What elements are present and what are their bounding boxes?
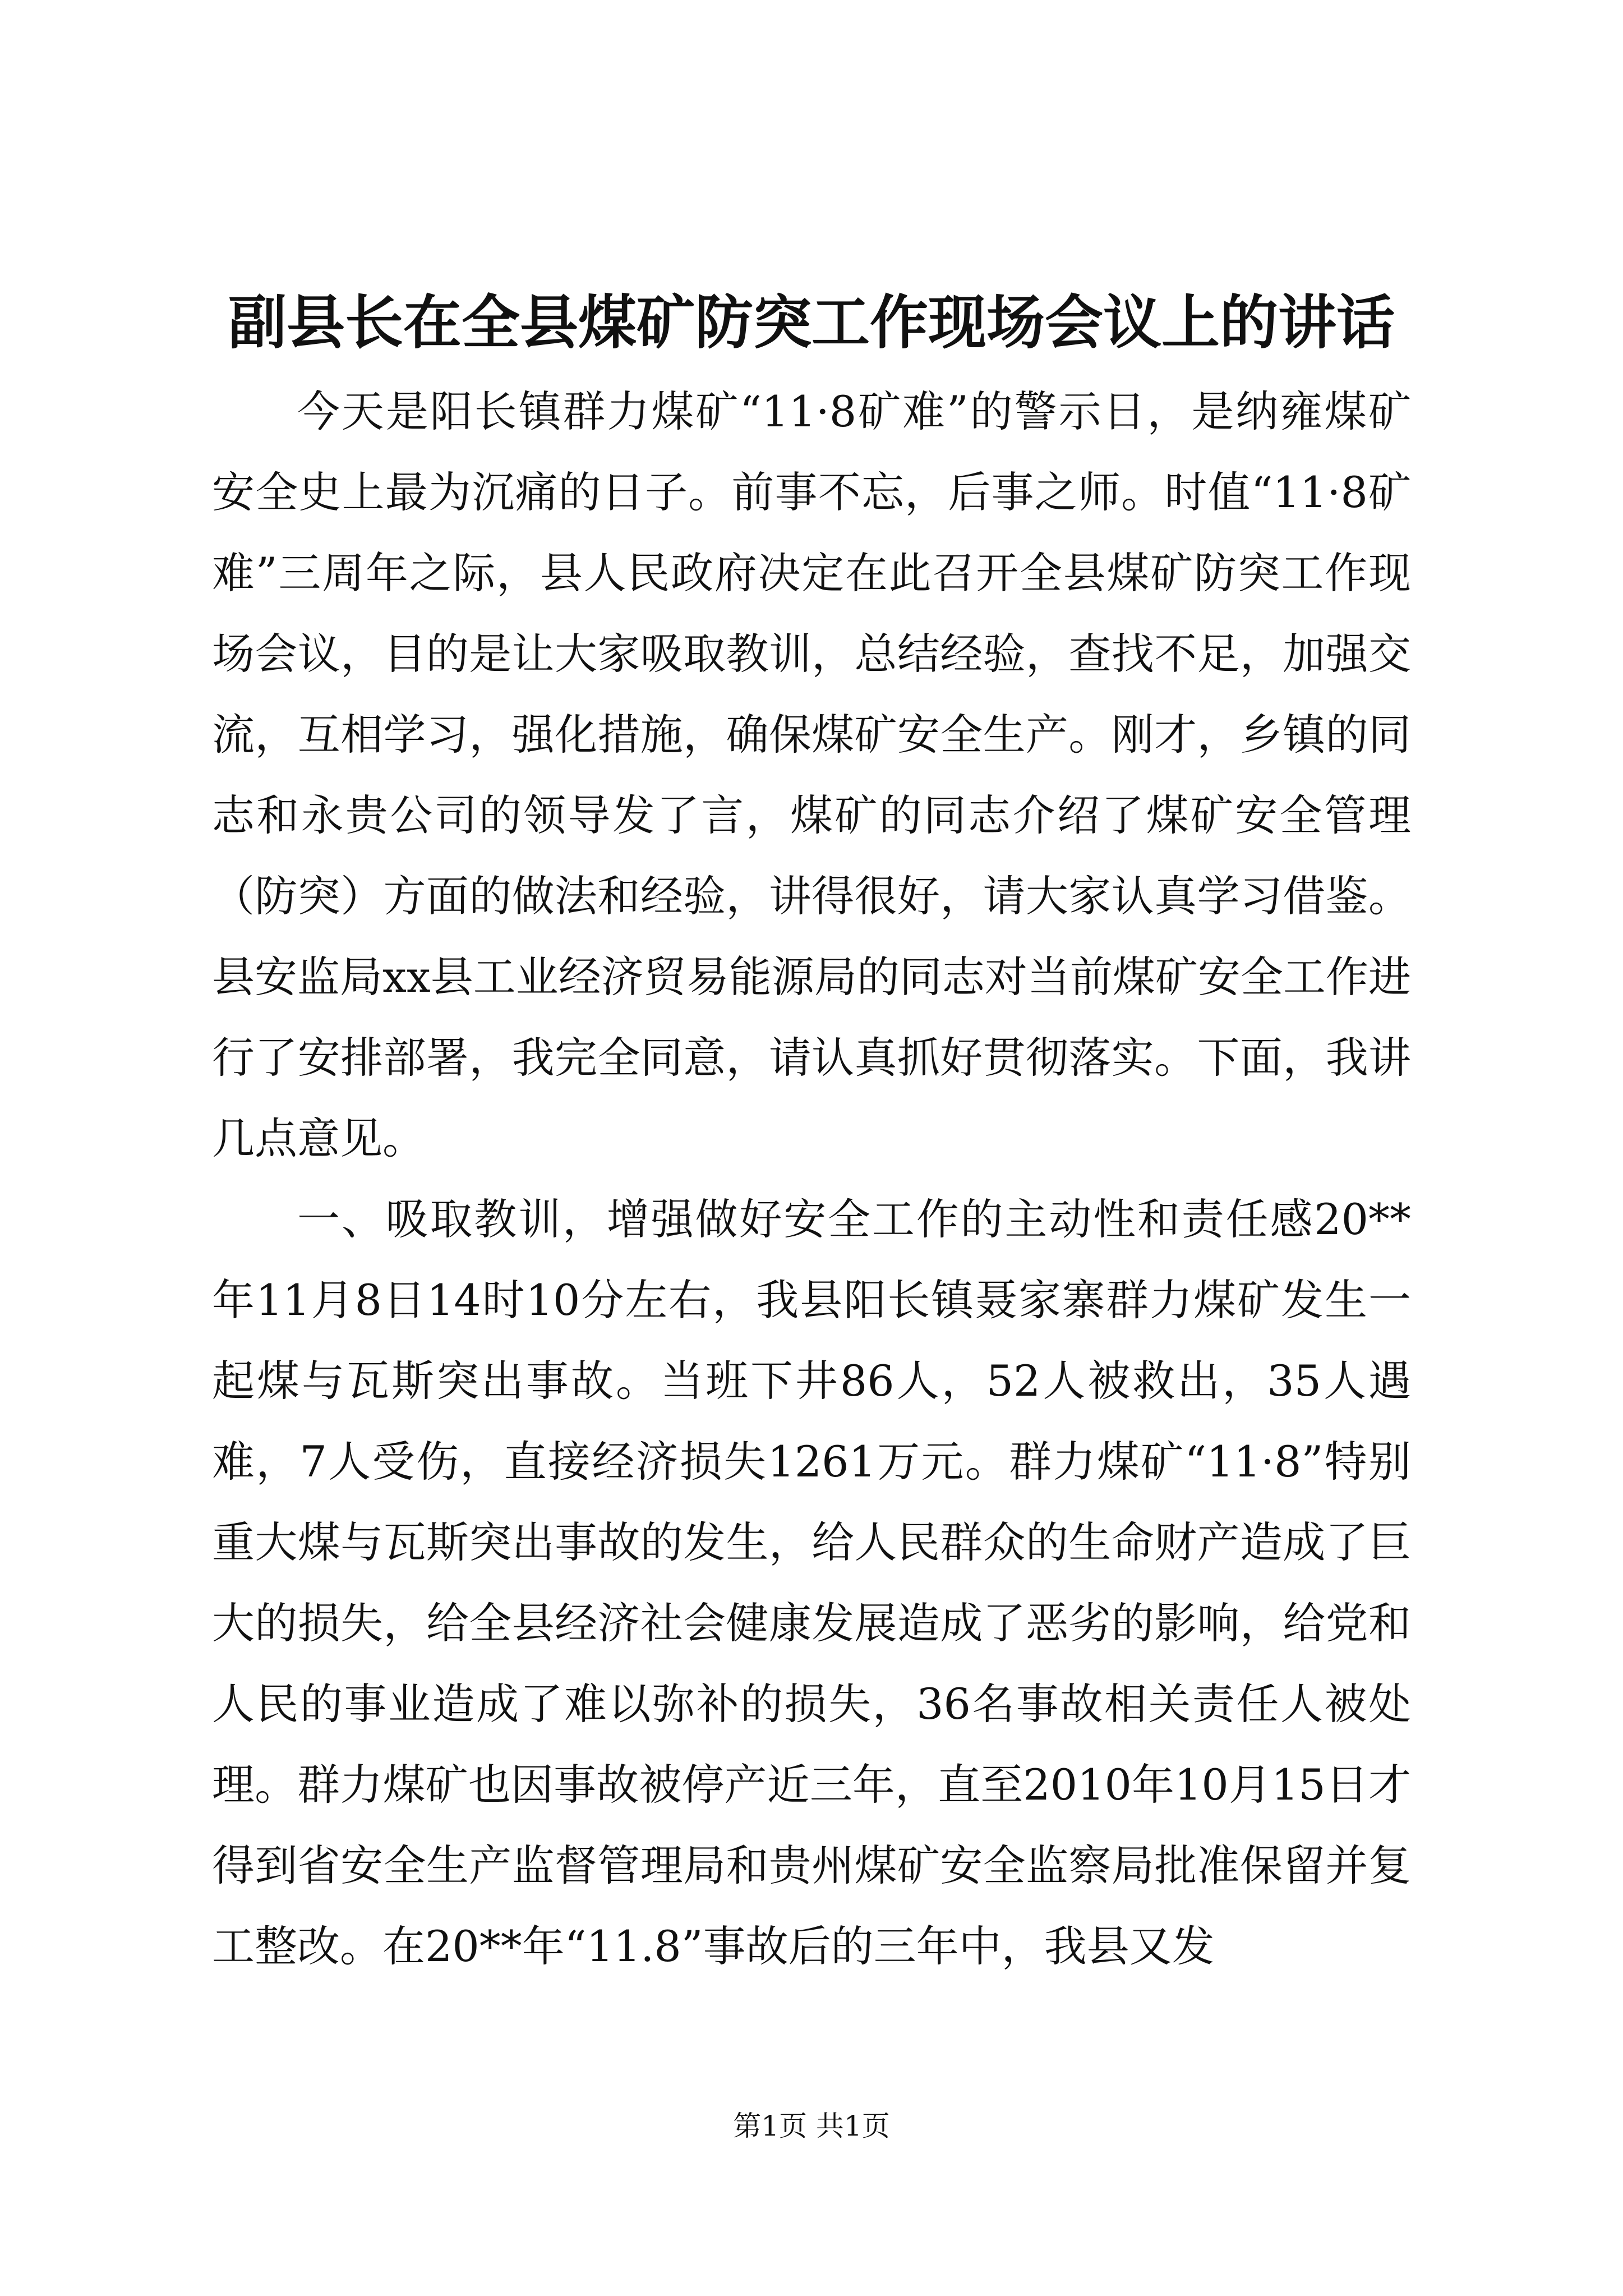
document-title: 副县长在全县煤矿防突工作现场会议上的讲话 [228,288,1395,357]
paragraph-intro: 今天是阳长镇群力煤矿“11·8矿难”的警示日，是纳雍煤矿安全史上最为沉痛的日子。前事不忘，后事之师。时值“11·8矿难”三周年之际，县人民政府决定在此召开全县煤矿防突工作现场会议，目的是让大家吸取教训，总结经验，查找不足，加强交流，互相学习，强化措施，确保煤矿安全生产。刚才，乡镇的同志和永贵公司的领导发了言，煤矿的同志介绍了煤矿安全管理（防突）方面的做法和经验，讲得很好，请大家认真学习借鉴。县安监局xx县工业经济贸易能源局的同志对当前煤矿安全工作进行了安排部署，我完全同意，请认真抓好贯彻落实。下面，我讲几点意见。 [212,386,1411,1163]
page-footer: 第1页 共1页 [733,2110,890,2142]
document-body [212,371,1411,1987]
paragraph-section-one: 一、吸取教训，增强做好安全工作的主动性和责任感20**年11月8日14时10分左右，我县阳长镇聂家寨群力煤矿发生一起煤与瓦斯突出事故。当班下井86人，52人被救出，35人遇难，7人受伤，直接经济损失1261万元。群力煤矿“11·8”特别重大煤与瓦斯突出事故的发生，给人民群众的生命财产造成了巨大的损失，给全县经济社会健康发展造成了恶劣的影响，给党和人民的事业造成了难以弥补的损失，36名事故相关责任人被处理。群力煤矿也因事故被停产近三年，直至2010年10月15日才得到省安全生产监督管理局和贵州煤矿安全监察局批准保留并复工整改。在20**年“11.8”事故后的三年中，我县又发 [212,1194,1411,1971]
